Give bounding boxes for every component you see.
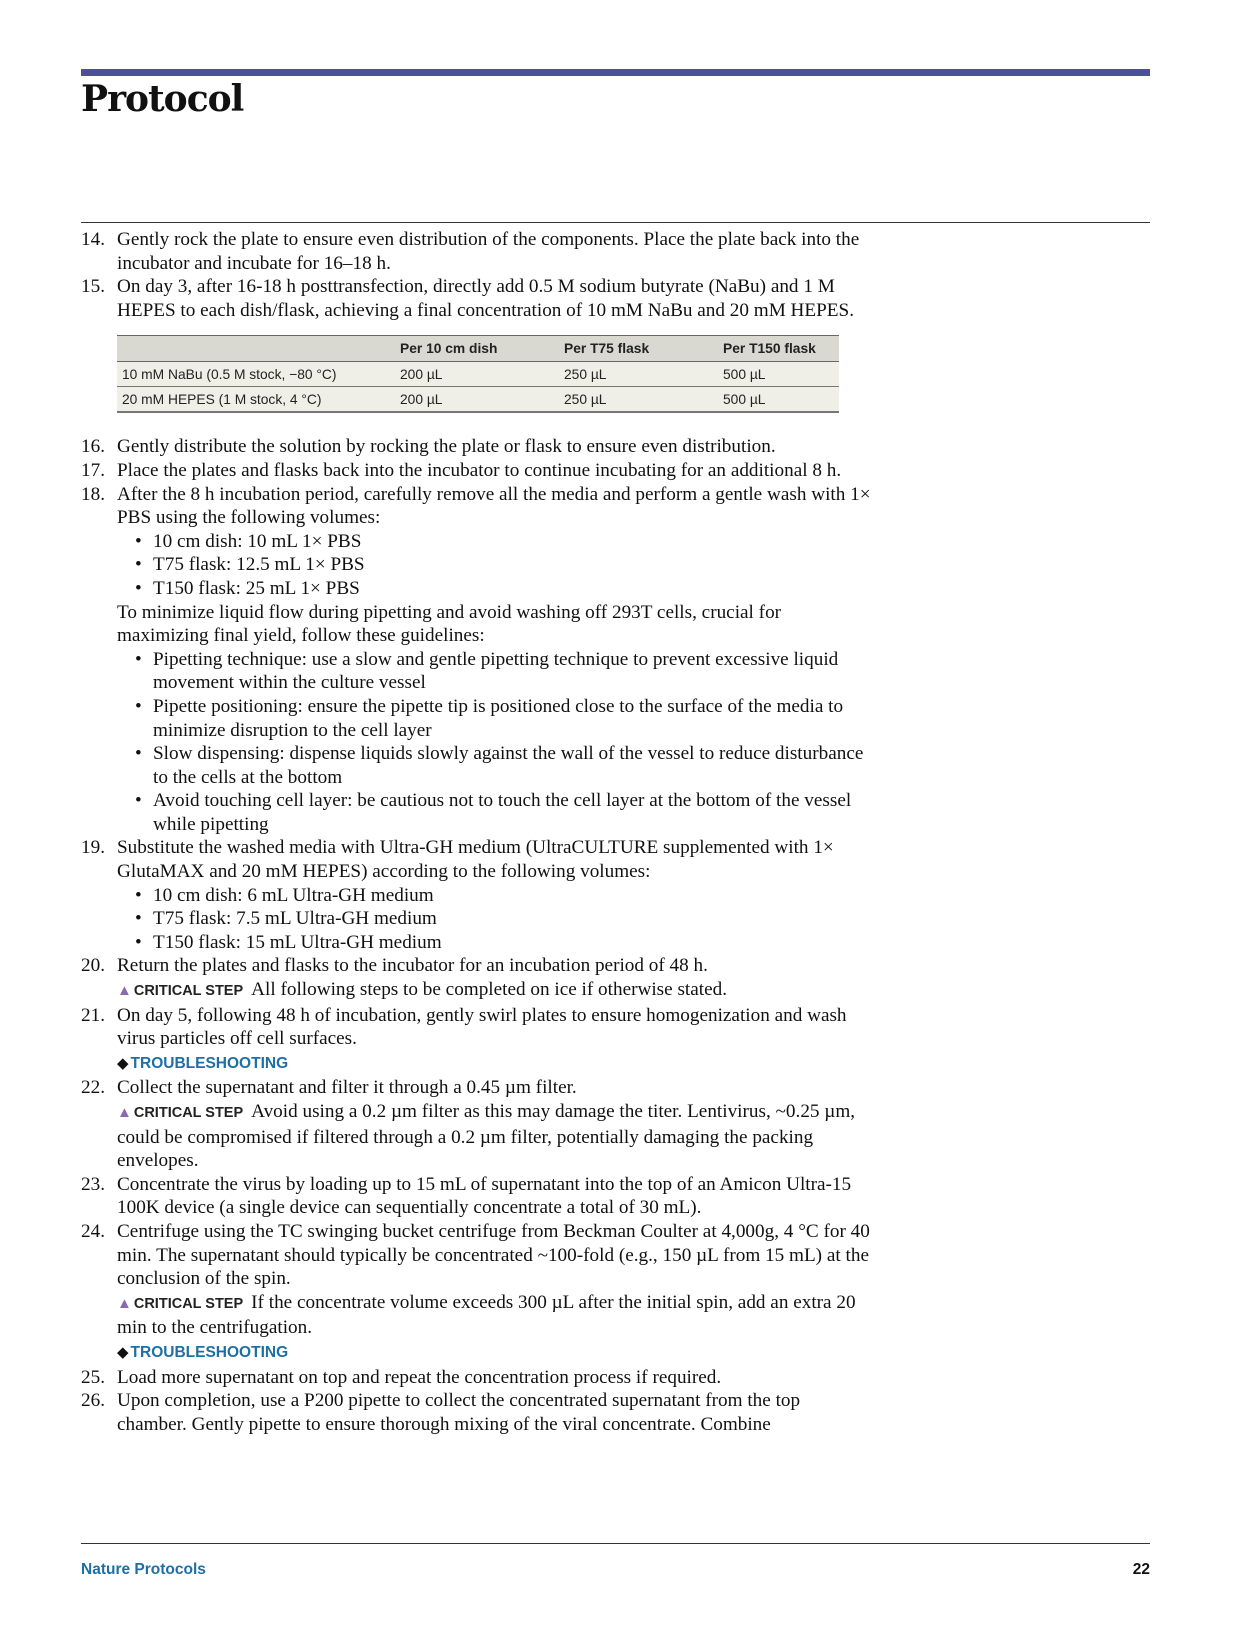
step-number: 14. — [81, 229, 105, 250]
step-text: Return the plates and flasks to the incubator for an incubation period of 48 h. — [117, 955, 708, 977]
table-cell: 200 µL — [395, 387, 559, 413]
protocol-step — [81, 1076, 871, 1172]
steps-after-table — [81, 435, 871, 1436]
table-header-row — [117, 336, 839, 362]
list-item: • T75 flask: 7.5 mL Ultra-GH medium — [117, 907, 871, 931]
step-text: Upon completion, use a P200 pipette to collect the concentrated supernatant from the top chamber. Gently pipette to ensure thorough mixing of the viral concentrate. Combine — [117, 1390, 801, 1435]
troubleshooting-link[interactable] — [117, 1051, 871, 1077]
section-title: Protocol — [81, 78, 244, 120]
step-text: After the 8 h incubation period, carefully remove all the media and perform a gentle wash with 1× PBS using the following volumes: — [117, 483, 871, 529]
list-item: • T150 flask: 25 mL 1× PBS — [117, 577, 871, 601]
critical-step-label: CRITICAL STEP — [133, 983, 244, 1000]
protocol-step — [81, 483, 871, 837]
table-cell: 10 mM NaBu (0.5 M stock, −80 °C) — [117, 362, 395, 387]
reagent-table — [117, 335, 839, 413]
step-text: Substitute the washed media with Ultra-GH medium (UltraCULTURE supplemented with 1× GlutaMAX and 20 mM HEPES) according to the following volumes: — [117, 837, 834, 883]
footer-page-number: 22 — [1132, 1561, 1150, 1578]
protocol-step — [81, 275, 871, 322]
protocol-step — [81, 1173, 871, 1220]
step-text: Gently rock the plate to ensure even distribution of the components. Place the plate back into the incubator and incubate for 16–18 h. — [117, 229, 860, 274]
footer-journal-name: Nature Protocols — [81, 1561, 206, 1578]
step-text: Place the plates and flasks back into the incubator to continue incubating for an additional 8 h. — [117, 459, 842, 481]
step-text: Centrifuge using the TC swinging bucket centrifuge from Beckman Coulter at 4,000g, 4 °C for 40 min. The supernatant should typically be concentrated ~100-fold (e.g., 150 µL from 15 mL) at the conclusion of the spin. — [117, 1220, 870, 1290]
step-number: 18. — [81, 483, 105, 505]
step-number: 25. — [81, 1366, 105, 1388]
step-number: 24. — [81, 1220, 105, 1242]
table-header-cell: Per T75 flask — [559, 336, 718, 362]
table-cell: 20 mM HEPES (1 M stock, 4 °C) — [117, 387, 395, 413]
step-number: 26. — [81, 1390, 105, 1412]
table-cell: 250 µL — [559, 362, 718, 387]
step-text: To minimize liquid flow during pipetting and avoid washing off 293T cells, crucial for maximizing final yield, follow these guidelines: — [117, 601, 782, 647]
protocol-step — [81, 228, 871, 275]
critical-step-note — [117, 1291, 871, 1340]
list-item: • T150 flask: 15 mL Ultra-GH medium — [117, 931, 871, 955]
protocol-step — [81, 459, 871, 483]
critical-step-label: CRITICAL STEP — [133, 1295, 244, 1312]
protocol-step — [81, 836, 871, 954]
steps-before-table — [81, 228, 871, 322]
step-text: On day 3, after 16-18 h posttransfection, directly add 0.5 M sodium butyrate (NaBu) and 1 M HEPES to each dish/flask, achieving a final concentration of 10 mM NaBu and 20 mM HEPES. — [117, 276, 854, 321]
header-accent-bar — [81, 69, 1150, 76]
step-text: Load more supernatant on top and repeat the concentration process if required. — [117, 1366, 722, 1388]
step-number: 16. — [81, 436, 105, 458]
table-header-cell: Per 10 cm dish — [395, 336, 559, 362]
critical-step-text: All following steps to be completed on ice if otherwise stated. — [251, 979, 728, 1001]
protocol-step — [81, 1366, 871, 1390]
step-text: Collect the supernatant and filter it through a 0.45 µm filter. — [117, 1077, 577, 1099]
list-item: • Slow dispensing: dispense liquids slowly against the wall of the vessel to reduce disturbance to the cells at the bottom — [117, 742, 871, 789]
critical-step-label: CRITICAL STEP — [133, 1105, 244, 1121]
step-number: 19. — [81, 837, 105, 859]
list-item: • Pipette positioning: ensure the pipette tip is positioned close to the surface of the media to minimize disruption to the cell layer — [117, 695, 871, 742]
warning-triangle-icon: ▲ — [117, 983, 132, 1000]
table-row — [117, 387, 839, 413]
step-number: 21. — [81, 1004, 105, 1026]
footer-rule — [81, 1543, 1150, 1544]
protocol-step — [81, 954, 871, 1003]
critical-step-note — [117, 1100, 871, 1173]
table-cell: 500 µL — [718, 362, 839, 387]
table-cell: 200 µL — [395, 362, 559, 387]
critical-step-text: If the concentrate volume exceeds 300 µL after the initial spin, add an extra 20 min to the centrifugation. — [117, 1291, 856, 1339]
warning-triangle-icon: ▲ — [117, 1295, 132, 1312]
protocol-body — [81, 228, 871, 1436]
list-item: • 10 cm dish: 6 mL Ultra-GH medium — [117, 884, 871, 908]
step-number: 22. — [81, 1077, 105, 1099]
critical-step-text: Avoid using a 0.2 µm filter as this may damage the titer. Lentivirus, ~0.25 µm, could be compromised if filtered through a 0.2 µm filter, potentially damaging the packing envelopes. — [117, 1101, 856, 1172]
protocol-step — [81, 1220, 871, 1366]
step-text: On day 5, following 48 h of incubation, gently swirl plates to ensure homogenization and wash virus particles off cell surfaces. — [117, 1004, 847, 1050]
protocol-step — [81, 1389, 871, 1436]
diamond-icon: ◆ — [117, 1344, 129, 1361]
bullet-list — [117, 648, 871, 837]
list-item: • Pipetting technique: use a slow and gentle pipetting technique to prevent excessive liquid movement within the culture vessel — [117, 648, 871, 695]
table-header-cell — [117, 336, 395, 362]
table-cell: 500 µL — [718, 387, 839, 413]
table-cell: 250 µL — [559, 387, 718, 413]
step-number: 15. — [81, 276, 105, 298]
critical-step-note — [117, 978, 871, 1004]
list-item: • 10 cm dish: 10 mL 1× PBS — [117, 530, 871, 554]
diamond-icon: ◆ — [117, 1055, 129, 1072]
step-text: Concentrate the virus by loading up to 15 mL of supernatant into the top of an Amicon Ultra-15 100K device (a single device can sequentially concentrate a total of 30 mL). — [117, 1173, 852, 1219]
list-item: • Avoid touching cell layer: be cautious not to touch the cell layer at the bottom of the vessel while pipetting — [117, 789, 871, 836]
troubleshooting-link[interactable] — [117, 1340, 871, 1366]
warning-triangle-icon: ▲ — [117, 1105, 132, 1121]
bullet-list — [117, 884, 871, 955]
table-row — [117, 362, 839, 387]
protocol-step — [81, 1004, 871, 1077]
step-number: 20. — [81, 955, 105, 977]
table-header-cell: Per T150 flask — [718, 336, 839, 362]
header-rule — [81, 222, 1150, 223]
step-number: 17. — [81, 459, 105, 481]
step-number: 23. — [81, 1173, 105, 1195]
protocol-step — [81, 435, 871, 459]
list-item: • T75 flask: 12.5 mL 1× PBS — [117, 553, 871, 577]
bullet-list — [117, 530, 871, 601]
step-text: Gently distribute the solution by rocking the plate or flask to ensure even distribution. — [117, 436, 776, 458]
troubleshooting-label[interactable]: TROUBLESHOOTING — [130, 1054, 289, 1072]
troubleshooting-label[interactable]: TROUBLESHOOTING — [130, 1343, 289, 1361]
